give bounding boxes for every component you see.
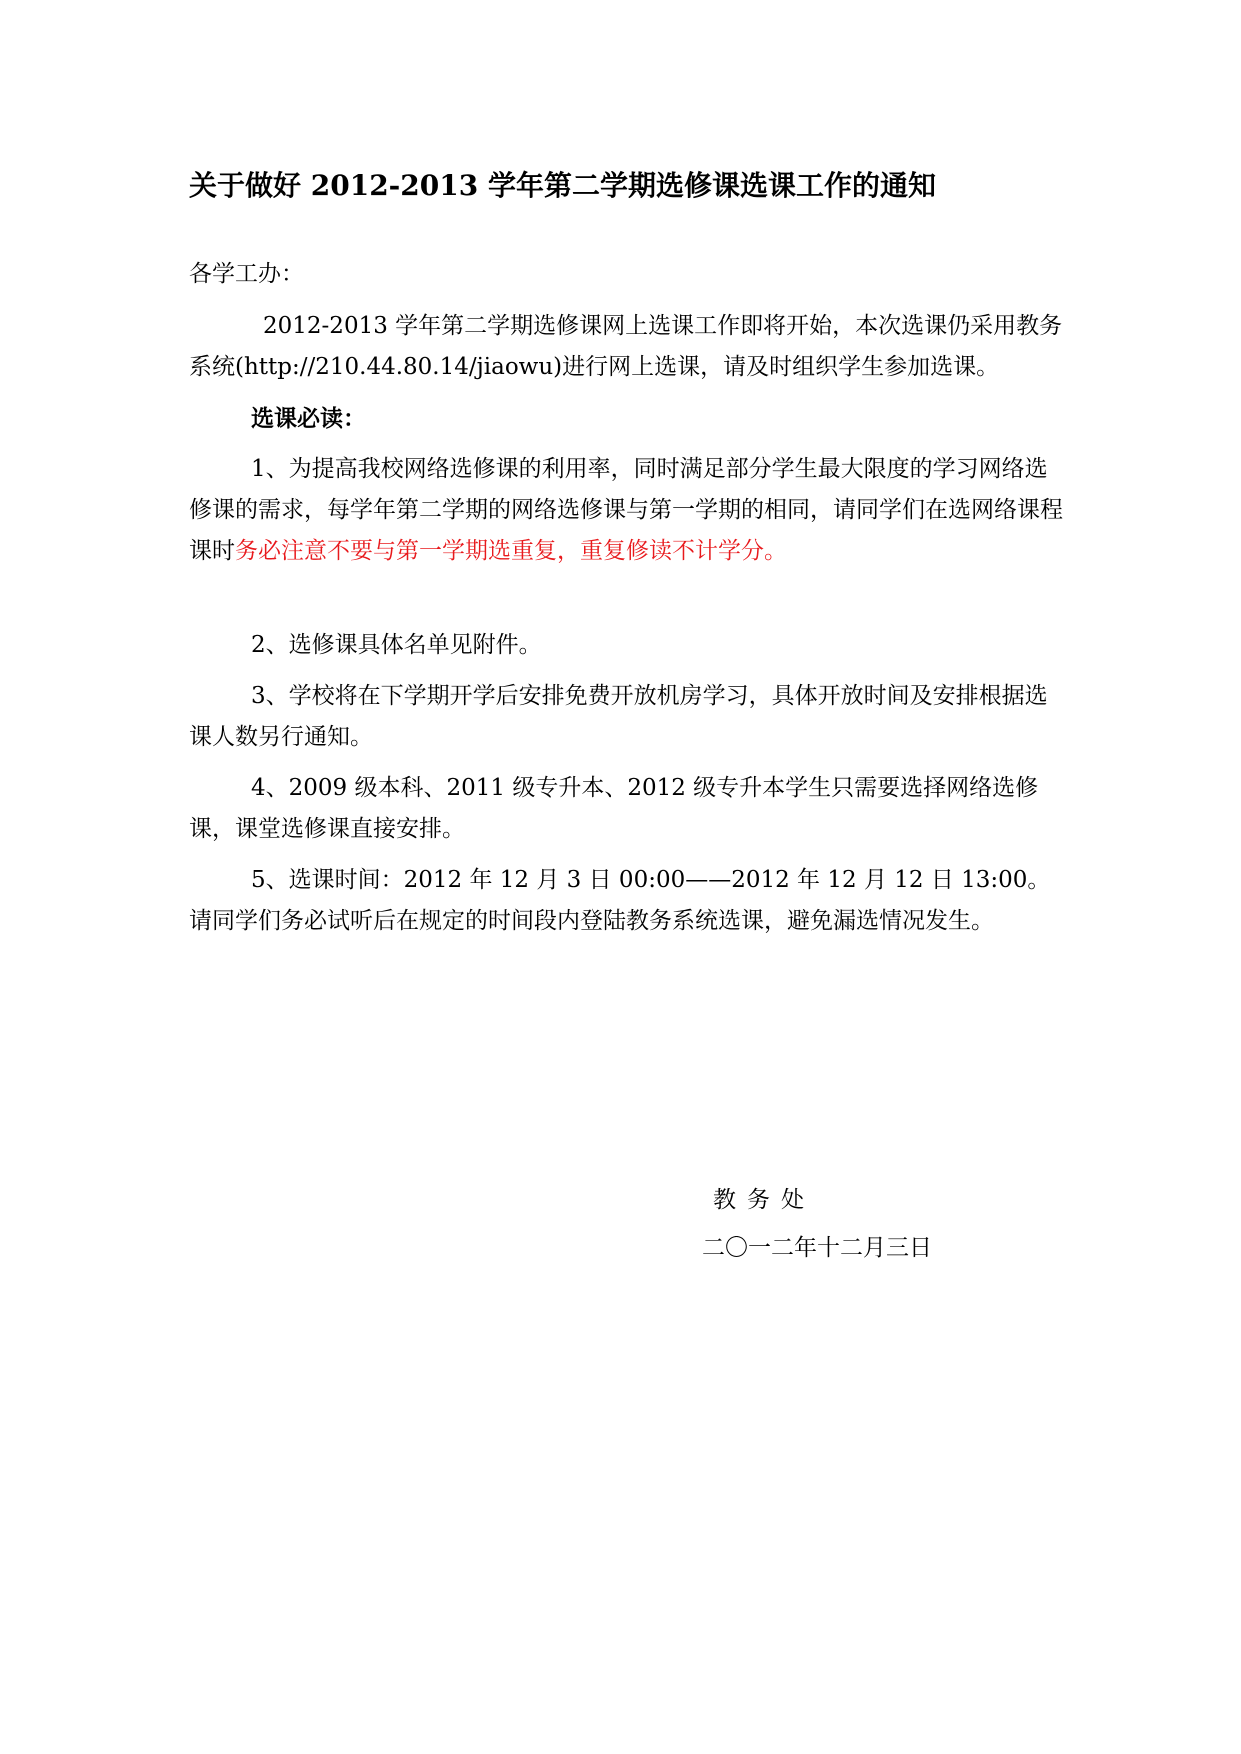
salutation: 各学工办： [189,261,304,287]
item-4-paragraph: 4、2009 级本科、2011 级专升本、2012 级专升本学生只需要选择网络选修课，课堂选修课直接安排。 [189,775,1039,842]
signature-office: 教务处 [713,1187,815,1213]
item-3-paragraph: 3、学校将在下学期开学后安排免费开放机房学习，具体开放时间及安排根据选课人数另行通知。 [189,683,1048,750]
item-1-warning: 务必注意不要与第一学期选重复，重复修读不计学分。 [235,538,787,564]
intro-paragraph: 2012-2013 学年第二学期选修课网上选课工作即将开始，本次选课仍采用教务系统(http://210.44.80.14/jiaowu)进行网上选课，请及时组织学生参加选课。 [189,313,1063,380]
item-1-paragraph [189,449,1065,572]
must-read-heading: 选课必读： [251,405,366,432]
document-body [189,254,1065,942]
item-1-text: 1、为提高我校网络选修课的利用率，同时满足部分学生最大限度的学习网络选修课的需求，每学年第二学期的网络选修课与第一学期的相同，请同学们在选网络课程课时 [189,456,1063,564]
document-title: 关于做好 2012-2013 学年第二学期选修课选课工作的通知 [189,169,936,202]
item-2-paragraph: 2、选修课具体名单见附件。 [251,632,542,658]
item-5-paragraph: 5、选课时间：2012 年 12 月 3 日 00:00——2012 年 12 月 12 日 13:00。请同学们务必试听后在规定的时间段内登陆教务系统选课，避免漏选情况发生。 [189,867,1051,934]
signature-date: 二〇一二年十二月三日 [702,1235,932,1261]
